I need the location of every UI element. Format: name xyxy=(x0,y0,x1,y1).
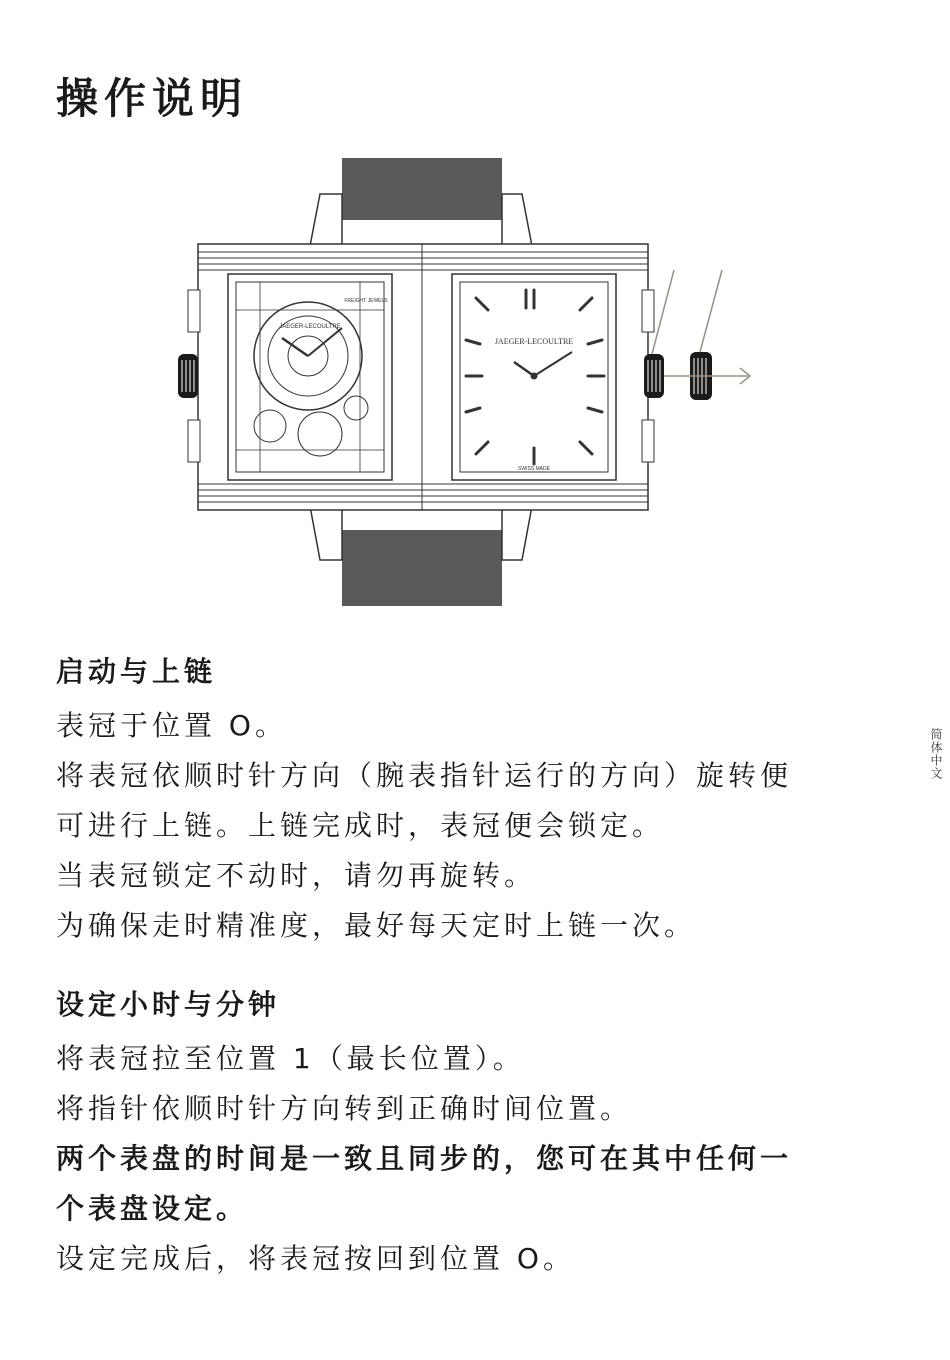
section-heading: 设定小时与分钟 xyxy=(56,988,281,1021)
crown-position-0-icon xyxy=(644,354,664,398)
paragraph-line: 将指针依顺时针方向转到正确时间位置。 xyxy=(56,1092,633,1126)
dial-brand-text: JAEGER-LECOULTRE xyxy=(494,337,574,346)
paragraph-line: 设定完成后，将表冠按回到位置 O。 xyxy=(56,1242,575,1276)
left-pusher-bottom xyxy=(188,420,200,462)
paragraph-line-bold: 个表盘设定。 xyxy=(56,1192,249,1226)
paragraph-line: 可进行上链。上链完成时，表冠便会锁定。 xyxy=(56,809,665,843)
section-heading: 启动与上链 xyxy=(56,655,217,688)
skeleton-brand-text: JAEGER-LECOULTRE xyxy=(279,324,341,330)
left-pusher-top xyxy=(188,290,200,332)
paragraph-line: 当表冠锁定不动时，请勿再旋转。 xyxy=(56,859,537,893)
right-pusher-top xyxy=(642,290,654,332)
bottom-strap xyxy=(342,530,502,606)
paragraph-line: 表冠于位置 O。 xyxy=(56,709,287,743)
top-strap xyxy=(342,158,502,220)
right-pusher-bottom xyxy=(642,420,654,462)
swiss-made-text: SWISS MADE xyxy=(518,466,550,472)
section-set-time xyxy=(56,985,896,1284)
paragraph-line: 为确保走时精准度，最好每天定时上链一次。 xyxy=(56,909,697,943)
left-crown-icon xyxy=(178,354,198,398)
language-label: 简体中文 xyxy=(929,728,943,780)
watch-illustration xyxy=(170,150,770,610)
paragraph-line: 将表冠依顺时针方向（腕表指针运行的方向）旋转便 xyxy=(56,759,793,793)
jewels-text: FREIGHT JEWELS xyxy=(344,298,388,304)
page-title: 操作说明 xyxy=(56,74,249,123)
watch-case xyxy=(198,244,648,510)
paragraph-line-bold: 两个表盘的时间是一致且同步的，您可在其中任何一 xyxy=(56,1142,793,1176)
paragraph-line: 将表冠拉至位置 1（最长位置）。 xyxy=(56,1042,525,1076)
section-start-winding xyxy=(56,652,896,951)
